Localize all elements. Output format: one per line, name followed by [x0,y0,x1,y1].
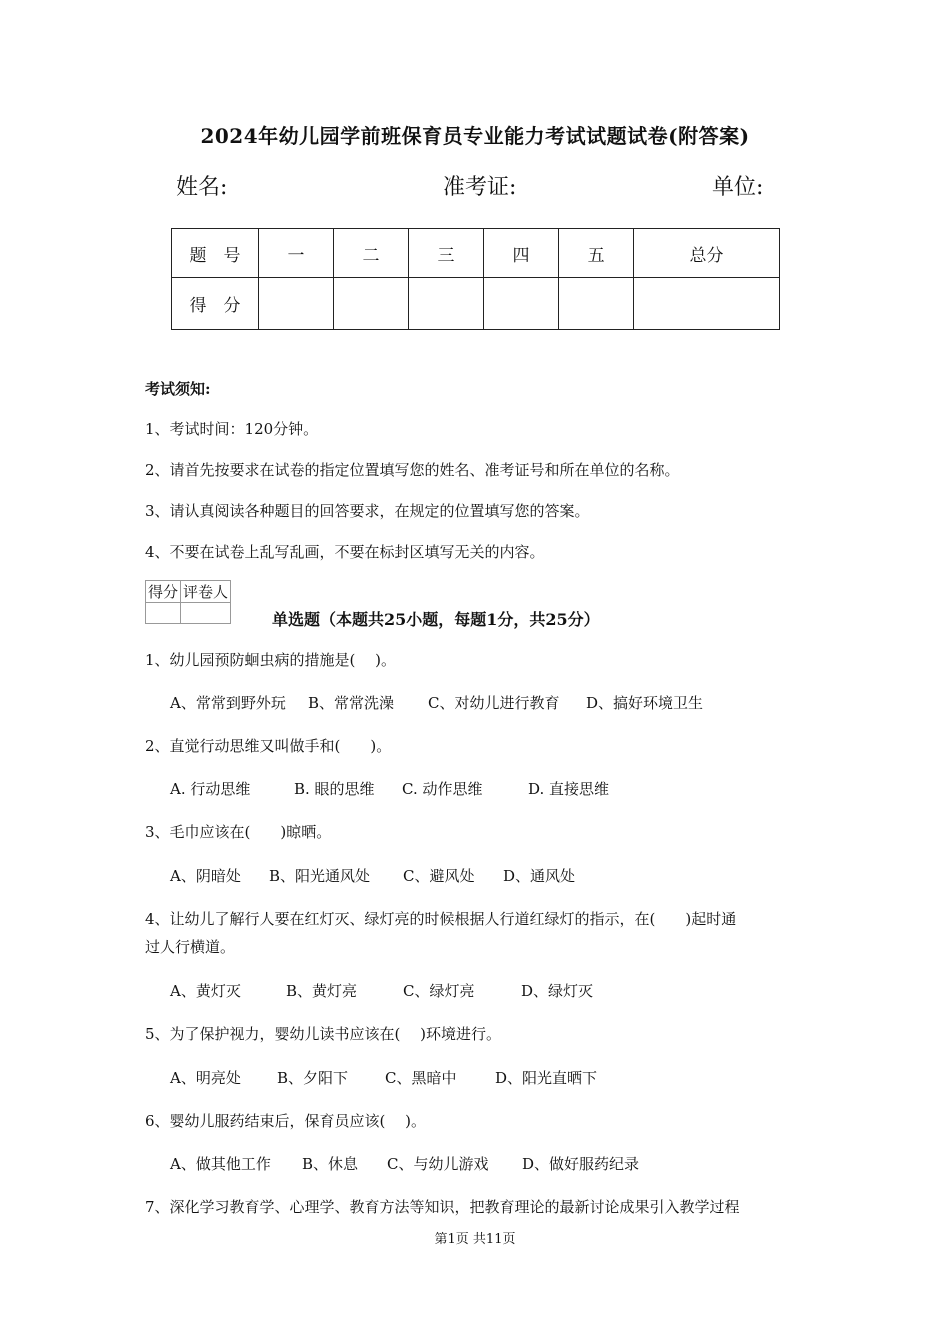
notice-item: 2、请首先按要求在试卷的指定位置填写您的姓名、准考证号和所在单位的名称。 [145,461,680,479]
question-options [170,778,609,799]
score-table-header-cell: 二 [334,229,409,278]
question-stem-continuation: 过人行横道。 [145,938,236,956]
option: C、黑暗中 [385,1069,457,1087]
score-cell[interactable] [634,278,780,330]
grader-table [145,580,231,624]
unit-label: 单位: [712,175,764,200]
option: B、常常洗澡 [308,694,395,712]
question-stem: 2、直觉行动思维又叫做手和( )。 [145,737,392,755]
option: A、常常到野外玩 [170,694,286,712]
option: A、做其他工作 [170,1155,271,1173]
score-cell[interactable] [559,278,634,330]
option: C. 动作思维 [402,780,483,798]
document-title: 2024年幼儿园学前班保育员专业能力考试试题试卷(附答案) [200,124,750,148]
score-table-header-cell: 三 [409,229,484,278]
page-footer: 第1页 共11页 [434,1232,516,1247]
option: C、绿灯亮 [403,982,475,1000]
notice-item: 4、不要在试卷上乱写乱画，不要在标封区填写无关的内容。 [145,543,545,561]
question-options [170,692,703,713]
option: A、明亮处 [170,1069,241,1087]
grader-table-blank-row [146,603,231,624]
question-options [170,1153,639,1174]
option: C、对幼儿进行教育 [428,694,560,712]
score-table-header-cell: 四 [484,229,559,278]
score-table-header-cell: 五 [559,229,634,278]
option: D、阳光直晒下 [495,1069,598,1087]
question-stem: 6、婴幼儿服药结束后，保育员应该( )。 [145,1112,427,1130]
grader-score-cell[interactable] [146,603,181,624]
score-table-header-cell: 总分 [634,229,780,278]
grader-name-label: 评卷人 [181,581,231,603]
option: A. 行动思维 [170,780,251,798]
section-title: 单选题（本题共25小题，每题1分，共25分） [272,610,600,629]
option: D. 直接思维 [528,780,610,798]
option: B、夕阳下 [277,1069,349,1087]
option: D、绿灯灭 [521,982,594,1000]
option: C、与幼儿游戏 [387,1155,489,1173]
score-table-header-cell: 题 号 [172,229,259,278]
question-stem: 7、深化学习教育学、心理学、教育方法等知识，把教育理论的最新讨论成果引入教学过程 [145,1198,740,1216]
score-table-header-cell: 一 [259,229,334,278]
score-row-label: 得 分 [172,278,259,330]
grader-score-label: 得分 [146,581,181,603]
option: B、休息 [302,1155,359,1173]
score-cell[interactable] [484,278,559,330]
score-table [171,228,780,330]
option: D、做好服药纪录 [522,1155,640,1173]
option: B. 眼的思维 [294,780,375,798]
score-table-score-row [172,278,780,330]
question-stem: 3、毛巾应该在( )晾晒。 [145,823,332,841]
grader-table-header-row [146,581,231,603]
ticket-number-label: 准考证: [443,175,517,200]
option: C、避风处 [403,867,475,885]
question-stem: 1、幼儿园预防蛔虫病的措施是( )。 [145,651,397,669]
option: D、搞好环境卫生 [586,694,704,712]
score-cell[interactable] [259,278,334,330]
name-label: 姓名: [176,175,228,200]
question-stem: 5、为了保护视力，婴幼儿读书应该在( )环境进行。 [145,1025,502,1043]
option: A、阴暗处 [170,867,241,885]
option: B、黄灯亮 [286,982,358,1000]
question-options [170,865,575,886]
notice-item: 3、请认真阅读各种题目的回答要求，在规定的位置填写您的答案。 [145,502,590,520]
score-cell[interactable] [334,278,409,330]
notice-title: 考试须知: [145,380,211,398]
notice-item: 1、考试时间：120分钟。 [145,420,319,438]
option: B、阳光通风处 [269,867,371,885]
option: D、通风处 [503,867,576,885]
score-cell[interactable] [409,278,484,330]
question-options [170,1067,597,1088]
question-options [170,980,593,1001]
option: A、黄灯灭 [170,982,241,1000]
question-stem: 4、让幼儿了解行人要在红灯灭、绿灯亮的时候根据人行道红绿灯的指示，在( )起时通 [145,910,737,928]
grader-name-cell[interactable] [181,603,231,624]
score-table-header-row [172,229,780,278]
